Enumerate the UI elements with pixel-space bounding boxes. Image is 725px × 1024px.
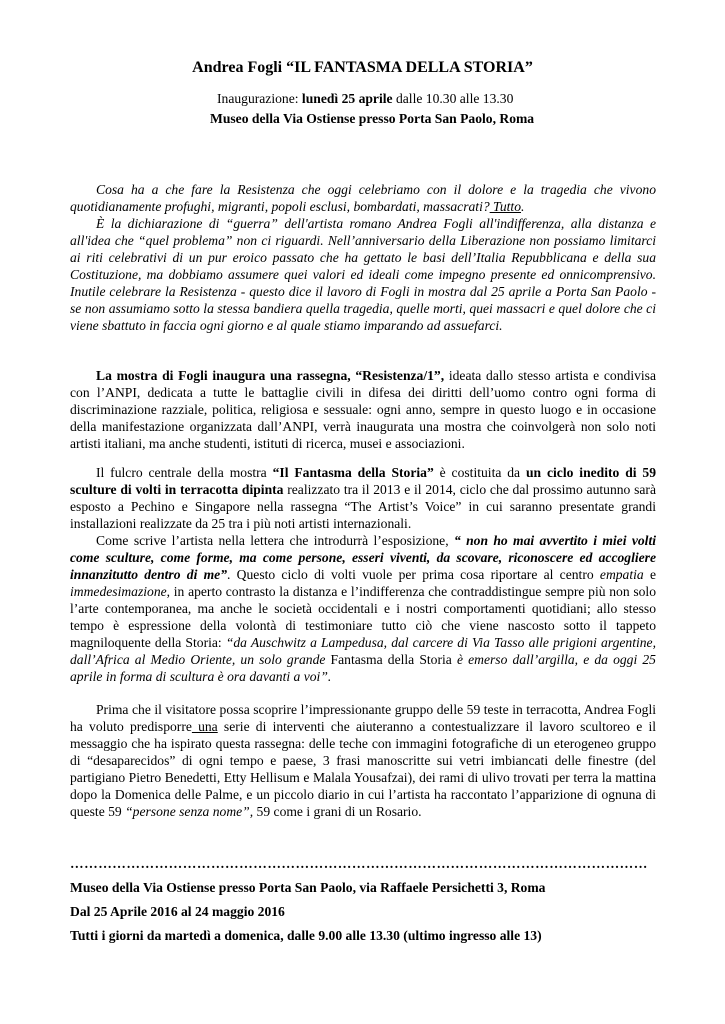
venue-line: Museo della Via Ostiense presso Porta San Paolo, Roma	[210, 111, 535, 126]
fulcro-text	[70, 464, 656, 532]
footer-address: Museo della Via Ostiense presso Porta San Paolo, via Raffaele Persichetti 3, Roma	[70, 880, 546, 895]
paragraph-fulcro	[70, 464, 656, 685]
letter-quote-2: “da Auschwitz a Lampedusa, dal carcere di Via Tasso alle prigioni argentine, dall’Africa al Medio Oriente, un solo grande	[70, 635, 656, 667]
inauguration-line	[217, 90, 513, 107]
visitatore-quote: “persone senza nome”,	[125, 804, 254, 819]
fulcro-c: è costituita da	[433, 465, 526, 480]
letter-quote-end: è emerso dall’argilla, e da oggi 25 aprile in forma di scultura è ora davanti a voi”.	[70, 652, 656, 684]
letter-text	[70, 532, 656, 685]
letter-g: , in aperto contrasto la distanza e l’indifferenza che contraddistingue sempre più non solo l’arte contemporanea, ma anche le società occidentali e i nostri comportamenti quotidiani; allo stesso tempo è espressione della volontà di testimoniare tutto ciò che viene nascosto sotto il tappeto magniloquente della Storia:	[70, 584, 656, 650]
visitatore-c: serie di interventi che aiuteranno a contestualizzare il lavoro scultoreo e il messaggio che ha ispirato questa rassegna: delle teche con immagini fotografiche di un eterogeneo gruppo di “desaparecidos” di ogni tempo e paese, 3 frasi manoscritte sui vetri imbiancati delle finestre (del partigiano Pietro Benedetti, Etty Hellisum e Malala Yousafzai), dei rami di ulivo trovati per terra la mattina dopo la Domenica delle Palme, e un piccolo diario in cui l’artista ha raccontato l’apparizione di ognuna di queste 59	[70, 719, 657, 819]
fulcro-a: Il fulcro centrale della mostra	[96, 465, 273, 480]
intro-section	[70, 181, 656, 334]
letter-immedesimazione: immedesimazione	[70, 584, 167, 599]
document-title: Andrea Fogli “IL FANTASMA DELLA STORIA”	[192, 59, 533, 76]
paragraph-visitatore	[70, 701, 656, 820]
dotted-separator: ……………………………………………………………………………………………………………	[70, 856, 648, 871]
paragraph-rassegna	[70, 367, 656, 452]
letter-empatia: empatia	[599, 567, 644, 582]
letter-quote: “ non ho mai avvertito i miei volti come sculture, come forme, ma come persone, esseri viventi, da scovare, riconoscere ed accogliere innanzitutto dentro di me”	[70, 533, 656, 582]
rassegna-rest: ideata dallo stesso artista e condivisa con l’ANPI, dedicata a tutte le battaglie civili in difesa dei diritti dell’uomo contro ogni forma di discriminazione razziale, politica, religiosa e sessuale: ogni anno, sempre in questo luogo e in occasione della manifestazione organizzata dall’ANPI, verrà inaugurata una mostra che coinvolgerà non solo noti artisti italiani, ma anche studenti, istituti di ricerca, musei e associazioni.	[70, 368, 656, 451]
visitatore-e: 59 come i grani di un Rosario.	[253, 804, 422, 819]
intro-period: .	[521, 199, 525, 214]
intro-answer: Tutto	[489, 199, 521, 214]
letter-fantasma: Fantasma della Storia	[325, 652, 457, 667]
inauguration-time: dalle 10.30 alle 13.30	[392, 91, 514, 106]
fulcro-e: realizzato tra il 2013 e il 2014, ciclo che dal prossimo autunno sarà esposto a Pechino e Singapore nella rassegna “The Artist’s Voice” in cui saranno presentate grandi installazioni realizzate da 25 tra i più noti artisti internazionali.	[70, 482, 656, 531]
intro-paragraph-2: È la dichiarazione di “guerra” dell'artista romano Andrea Fogli all'indifferenza, alla distanza e all'idea che “quel problema” non ci riguardi. Nell’anniversario della Liberazione non possiamo limitarci ai riti celebrativi di un pur eroico passato che ha gettato le basi dell’Italia Repubblicana e della sua Costituzione, ma dobbiamo assumere quei valori ed ideali come impegno presente ed onnicomprensivo. Inutile celebrare la Resistenza - questo dice il lavoro di Fogli in mostra dal 25 aprile a Porta San Paolo - se non assumiamo sotto la stessa bandiera quella tragedia, quelle morti, quei massacri e quel dolore che ci viene sbattuto in faccia ogni giorno e al quale stiamo imparando ad assuefarci.	[70, 216, 656, 333]
visitatore-una: una	[191, 719, 218, 734]
letter-e: e	[643, 567, 656, 582]
inauguration-date: lunedì 25 aprile	[301, 91, 393, 106]
rassegna-bold: La mostra di Fogli inaugura una rassegna, “Resistenza/1”,	[96, 368, 445, 383]
visitatore-text	[70, 701, 656, 820]
fulcro-cycle: un ciclo inedito di 59 sculture di volti in terracotta dipinta	[70, 465, 657, 497]
footer-dates: Dal 25 Aprile 2016 al 24 maggio 2016	[70, 904, 285, 919]
intro-paragraph-1	[70, 181, 656, 215]
letter-c: . Questo ciclo di volti vuole per prima cosa riportare al centro	[227, 567, 600, 582]
rassegna-text	[70, 367, 656, 452]
inauguration-label: Inaugurazione:	[217, 91, 302, 106]
footer-hours: Tutti i giorni da martedì a domenica, dalle 9.00 alle 13.30 (ultimo ingresso alle 13)	[70, 928, 542, 943]
letter-a: Come scrive l’artista nella lettera che introdurrà l’esposizione,	[96, 533, 454, 548]
footer-section	[70, 846, 656, 944]
fulcro-title: “Il Fantasma della Storia”	[272, 465, 434, 480]
visitatore-a: Prima che il visitatore possa scoprire l’impressionante gruppo delle 59 teste in terracotta, Andrea Fogli ha voluto predisporre	[70, 702, 656, 734]
intro-question: Cosa ha a che fare la Resistenza che oggi celebriamo con il dolore e la tragedia che vivono quotidianamente profughi, migranti, popoli esclusi, bombardati, massacrati?	[70, 182, 656, 214]
